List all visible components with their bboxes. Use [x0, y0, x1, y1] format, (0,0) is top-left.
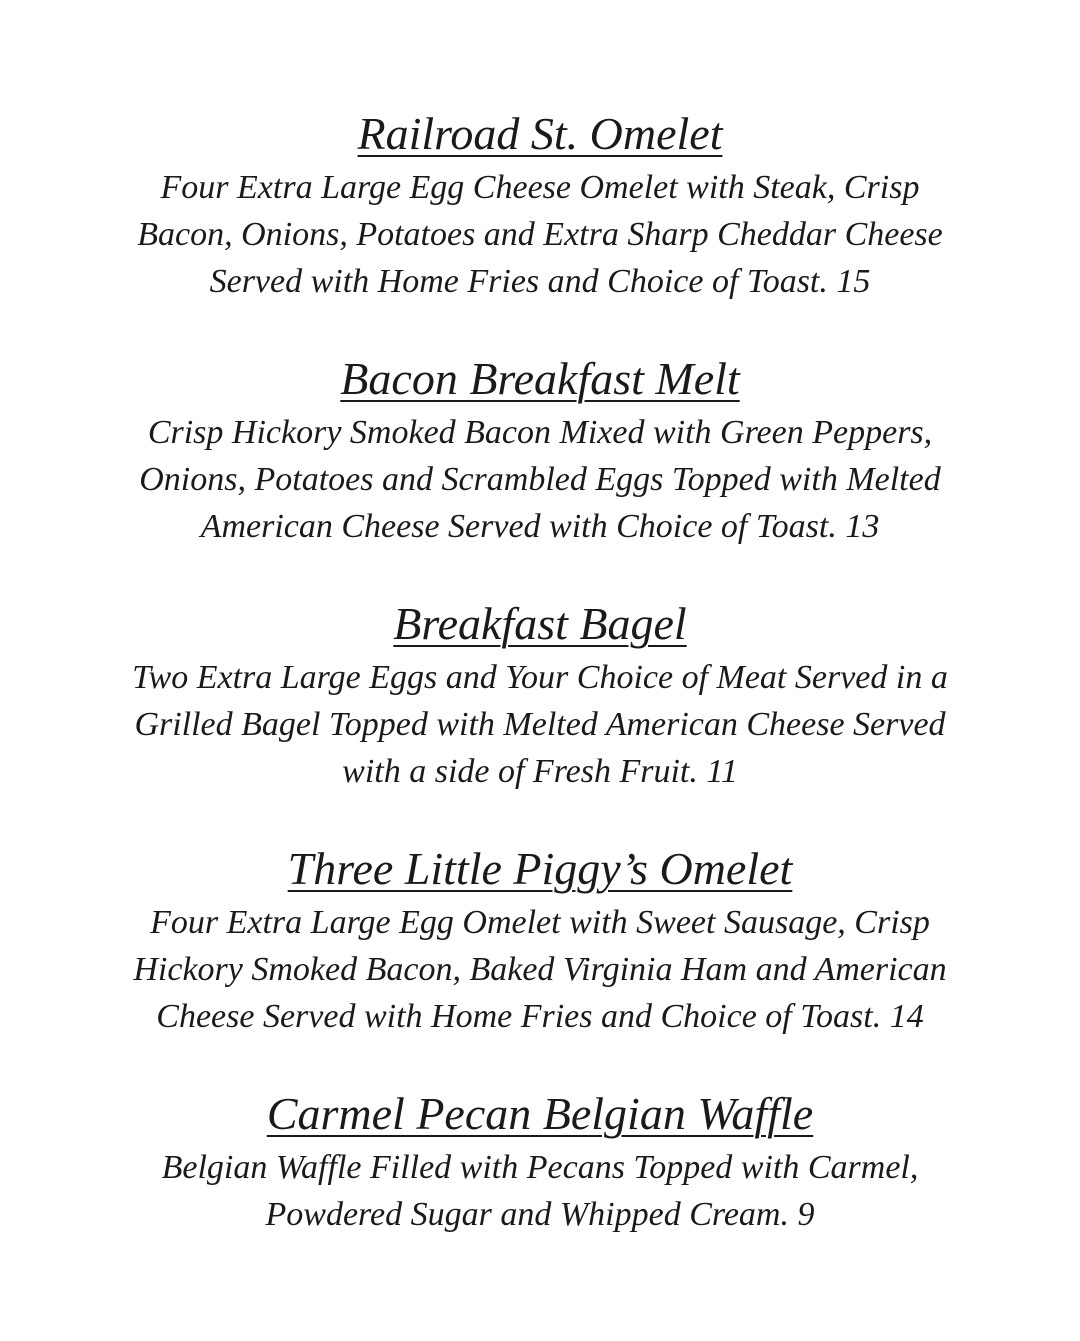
menu-item-description — [0, 409, 1080, 550]
description-line: Four Extra Large Egg Omelet with Sweet Sausage, Crisp — [150, 904, 930, 941]
description-line: Hickory Smoked Bacon, Baked Virginia Ham and American — [133, 951, 947, 988]
menu-item-railroad-st-omelet — [0, 104, 1080, 305]
description-line: Cheese Served with Home Fries and Choice of Toast. 14 — [156, 998, 924, 1035]
menu-item-title: Bacon Breakfast Melt — [340, 353, 740, 404]
description-line: Powdered Sugar and Whipped Cream. 9 — [265, 1196, 815, 1233]
menu-item-title: Railroad St. Omelet — [357, 108, 723, 159]
description-line: Four Extra Large Egg Cheese Omelet with Steak, Crisp — [160, 169, 920, 206]
menu-item-description — [0, 899, 1080, 1040]
menu-item-three-little-piggys-omelet — [0, 839, 1080, 1040]
description-line: Grilled Bagel Topped with Melted American Cheese Served — [134, 706, 946, 743]
menu-item-description — [0, 164, 1080, 305]
description-line: Onions, Potatoes and Scrambled Eggs Topped with Melted — [139, 461, 941, 498]
description-line: with a side of Fresh Fruit. 11 — [342, 753, 738, 790]
description-line: Crisp Hickory Smoked Bacon Mixed with Green Peppers, — [147, 414, 933, 451]
description-line: Served with Home Fries and Choice of Toast. 15 — [209, 263, 871, 300]
menu-item-breakfast-bagel — [0, 594, 1080, 795]
menu-item-carmel-pecan-belgian-waffle — [0, 1084, 1080, 1238]
menu-item-title: Three Little Piggy’s Omelet — [287, 843, 793, 894]
menu-item-description — [0, 1144, 1080, 1238]
menu-item-bacon-breakfast-melt — [0, 349, 1080, 550]
menu-item-title: Carmel Pecan Belgian Waffle — [266, 1088, 814, 1139]
description-line: Bacon, Onions, Potatoes and Extra Sharp Cheddar Cheese — [137, 216, 943, 253]
description-line: Belgian Waffle Filled with Pecans Topped with Carmel, — [161, 1149, 919, 1186]
menu-item-description — [0, 654, 1080, 795]
menu-item-title: Breakfast Bagel — [393, 598, 687, 649]
description-line: American Cheese Served with Choice of Toast. 13 — [200, 508, 880, 545]
description-line: Two Extra Large Eggs and Your Choice of Meat Served in a — [132, 659, 948, 696]
